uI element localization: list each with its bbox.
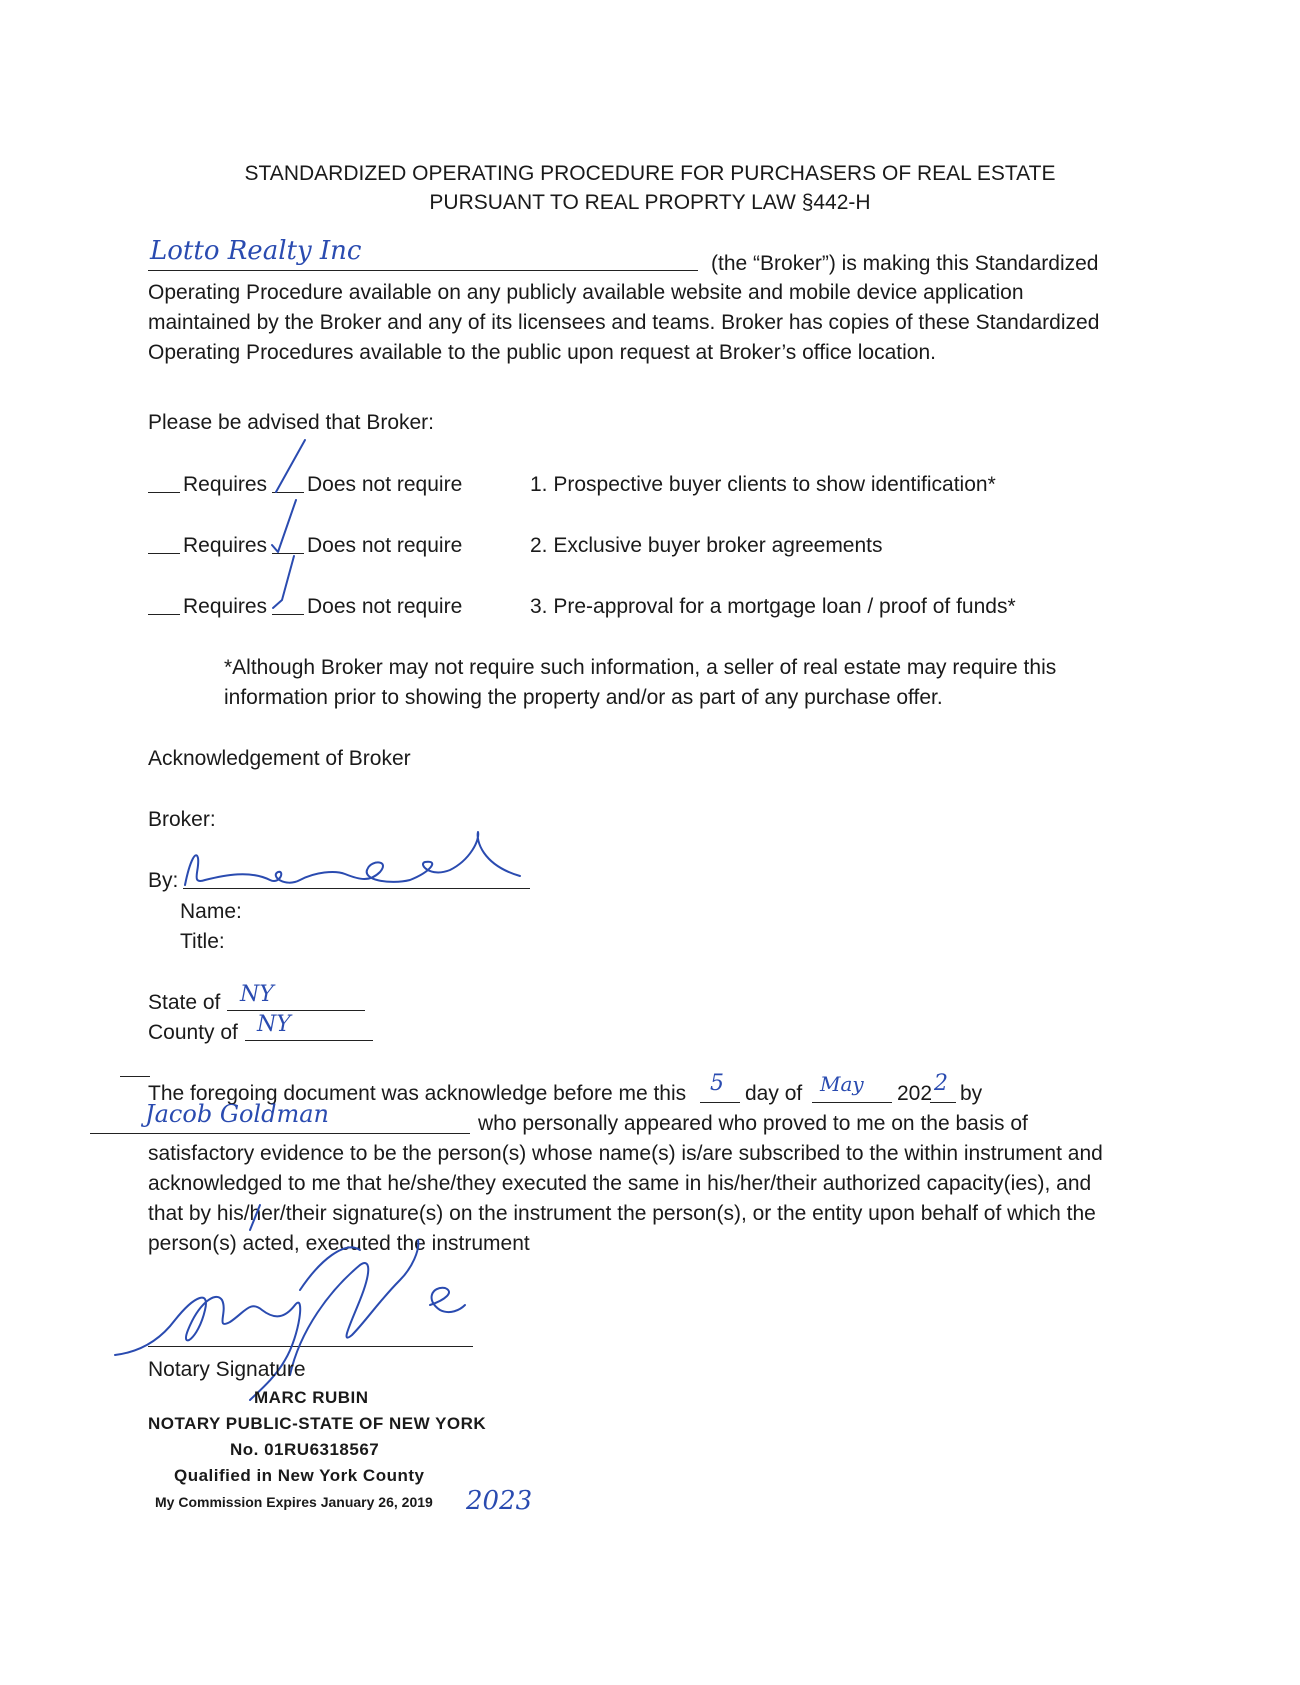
- footnote-line2: information prior to showing the property and/or as part of any purchase offer.: [224, 686, 943, 709]
- requirement-item: 2. Exclusive buyer broker agreements: [530, 534, 883, 557]
- intro-line2: Operating Procedure available on any publicly available website and mobile device application: [148, 281, 1024, 304]
- by-label: By:: [148, 869, 179, 892]
- county-label: County of: [148, 1021, 238, 1044]
- day-value[interactable]: 5: [710, 1071, 724, 1096]
- intro-line4: Operating Procedures available to the public upon request at Broker’s office location.: [148, 341, 936, 364]
- title-label: Title:: [180, 930, 225, 953]
- requires-label: Requires: [183, 473, 268, 496]
- notary-line2: who personally appeared who proved to me on the basis of: [478, 1112, 1028, 1135]
- stamp-title: NOTARY PUBLIC-STATE OF NEW YORK: [148, 1414, 487, 1433]
- month-value[interactable]: May: [820, 1072, 864, 1096]
- broker-name-handwritten: Lotto Realty Inc: [150, 236, 362, 266]
- footnote-line1: *Although Broker may not require such information, a seller of real estate may require this: [224, 656, 1057, 679]
- handwritten-expiry-year: 2023: [466, 1486, 533, 1516]
- requirement-item: 1. Prospective buyer clients to show identification*: [530, 473, 996, 496]
- state-value[interactable]: NY: [240, 982, 274, 1007]
- notary-line6: person(s) acted, executed the instrument: [148, 1232, 530, 1255]
- notary-line1-c: 202: [897, 1082, 933, 1105]
- notary-line4: acknowledged to me that he/she/they executed the same in his/her/their authorized capacity(ies), and: [148, 1172, 1092, 1195]
- stamp-commission: My Commission Expires January 26, 2019: [155, 1494, 433, 1510]
- stamp-name: MARC RUBIN: [254, 1388, 369, 1407]
- notary-line1-d: by: [960, 1082, 983, 1105]
- ack-heading: Acknowledgement of Broker: [148, 747, 411, 770]
- requires-label: Requires: [183, 595, 268, 618]
- name-label: Name:: [180, 900, 242, 923]
- stamp-qualified: Qualified in New York County: [174, 1466, 425, 1485]
- broker-label: Broker:: [148, 808, 216, 831]
- notary-signature-label: Notary Signature: [148, 1358, 306, 1381]
- intro-line1: (the “Broker”) is making this Standardized: [711, 252, 1099, 275]
- doc-title-line1: STANDARDIZED OPERATING PROCEDURE FOR PURCHASERS OF REAL ESTATE: [244, 162, 1056, 185]
- does-not-require-label: Does not require: [307, 534, 463, 557]
- does-not-require-label: Does not require: [307, 473, 463, 496]
- notary-line1-b: day of: [745, 1082, 803, 1105]
- state-label: State of: [148, 991, 221, 1014]
- stamp-number: No. 01RU6318567: [230, 1440, 380, 1459]
- notary-line5: that by his/her/their signature(s) on the instrument the person(s), or the entity upon behalf of which the: [148, 1202, 1096, 1225]
- requirement-item: 3. Pre-approval for a mortgage loan / proof of funds*: [530, 595, 1016, 618]
- does-not-require-label: Does not require: [307, 595, 463, 618]
- county-value[interactable]: NY: [257, 1012, 291, 1037]
- intro-line3: maintained by the Broker and any of its licensees and teams. Broker has copies of these Standardized: [148, 311, 1100, 334]
- year-value[interactable]: 2: [934, 1071, 948, 1096]
- doc-title-line2: PURSUANT TO REAL PROPRTY LAW §442-H: [429, 191, 871, 214]
- requires-label: Requires: [183, 534, 268, 557]
- notary-line1-a: The foregoing document was acknowledge before me this: [148, 1082, 687, 1105]
- notary-line3: satisfactory evidence to be the person(s) whose name(s) is/are subscribed to the within instrument and: [148, 1142, 1103, 1165]
- advised-text: Please be advised that Broker:: [148, 411, 435, 434]
- person-name-handwritten[interactable]: Jacob Goldman: [145, 1100, 329, 1128]
